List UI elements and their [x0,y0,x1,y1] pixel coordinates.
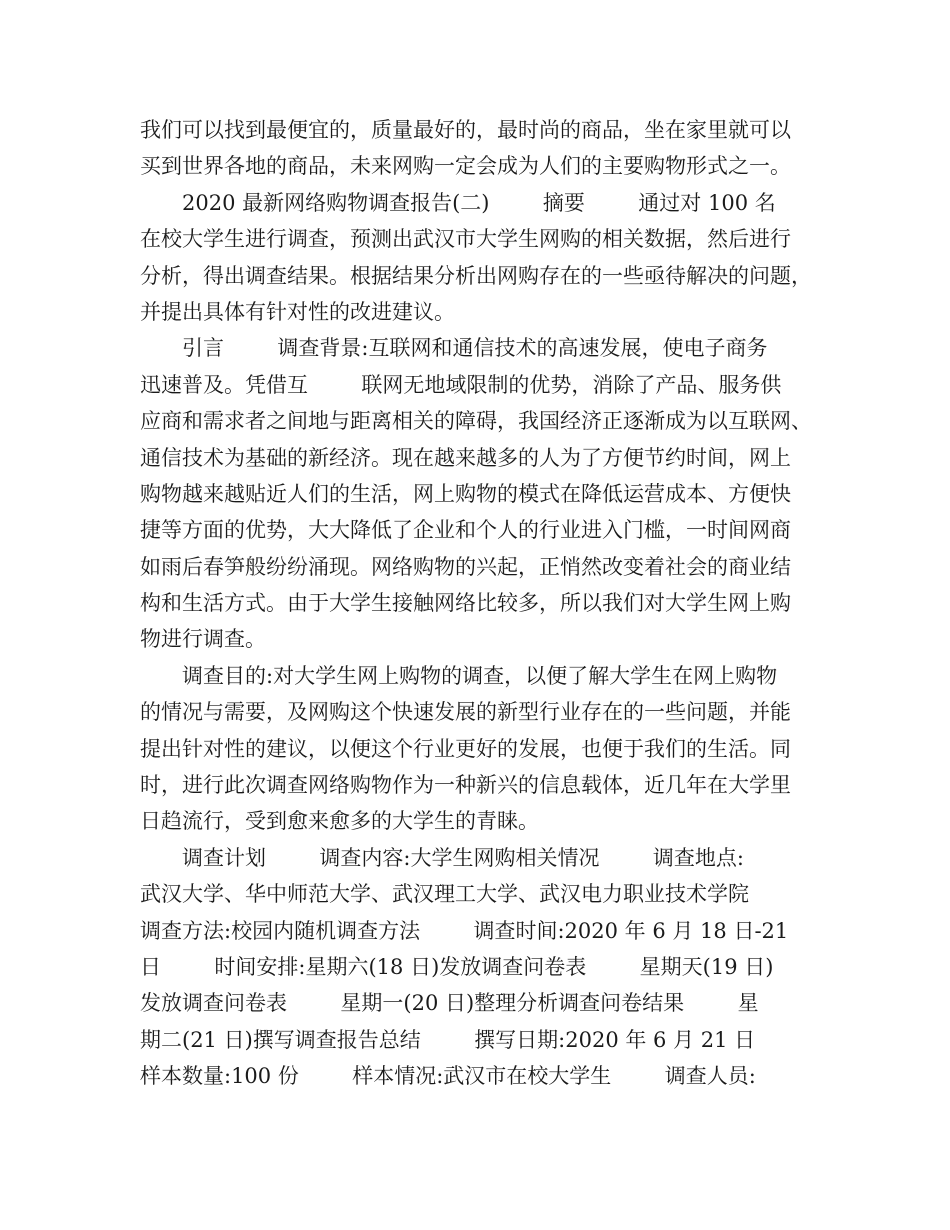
text-line: 调查方法:校园内随机调查方法 调查时间:2020 年 6 月 18 日-21 [140,918,789,943]
text-line: 在校大学生进行调查，预测出武汉市大学生网购的相关数据，然后进行 [140,227,791,252]
document-body [140,112,812,1095]
text-line: 并提出具体有针对性的改进建议。 [140,299,455,324]
text-line: 迅速普及。凭借互 联网无地域限制的优势，消除了产品、服务供 [140,372,782,397]
text-line: 应商和需求者之间地与距离相关的障碍，我国经济正逐渐成为以互联网、 [140,409,812,434]
text-line: 物进行调查。 [140,627,266,652]
text-line: 构和生活方式。由于大学生接触网络比较多，所以我们对大学生网上购 [140,591,791,616]
text-line: 日 时间安排:星期六(18 日)发放调查问卷表 星期天(19 日) [140,954,774,979]
text-line: 2020 最新网络购物调查报告(二) 摘要 通过对 100 名 [182,190,776,215]
text-line: 调查目的:对大学生网上购物的调查，以便了解大学生在网上购物 [182,663,778,688]
text-line: 期二(21 日)撰写调查报告总结 撰写日期:2020 年 6 月 21 日 [140,1027,756,1052]
text-line: 如雨后春笋般纷纷涌现。网络购物的兴起，正悄然改变着社会的商业结 [140,554,791,579]
text-line: 发放调查问卷表 星期一(20 日)整理分析调查问卷结果 星 [140,991,759,1016]
text-line: 的情况与需要，及网购这个快速发展的新型行业存在的一些问题，并能 [140,700,791,725]
text-line: 分析，得出调查结果。根据结果分析出网购存在的一些亟待解决的问题， [140,263,812,288]
text-line: 买到世界各地的商品，未来网购一定会成为人们的主要购物形式之一。 [140,154,791,179]
text-line: 我们可以找到最便宜的，质量最好的，最时尚的商品，坐在家里就可以 [140,118,791,142]
text-line: 通信技术为基础的新经济。现在越来越多的人为了方便节约时间，网上 [140,445,791,470]
text-line: 日趋流行，受到愈来愈多的大学生的青睐。 [140,809,539,834]
text-line: 时，进行此次调查网络购物作为一种新兴的信息载体，近几年在大学里 [140,773,791,798]
text-line: 捷等方面的优势，大大降低了企业和个人的行业进入门槛，一时间网商 [140,518,791,543]
text-line: 调查计划 调查内容:大学生网购相关情况 调查地点: [182,845,744,870]
text-line: 提出针对性的建议，以便这个行业更好的发展，也便于我们的生活。同 [140,736,791,761]
text-line: 购物越来越贴近人们的生活，网上购物的模式在降低运营成本、方便快 [140,481,791,506]
text-line: 样本数量:100 份 样本情况:武汉市在校大学生 调查人员: [140,1064,756,1089]
text-line: 武汉大学、华中师范大学、武汉理工大学、武汉电力职业技术学院 [140,882,749,907]
text-line: 引言 调查背景:互联网和通信技术的高速发展，使电子商务 [182,336,768,361]
